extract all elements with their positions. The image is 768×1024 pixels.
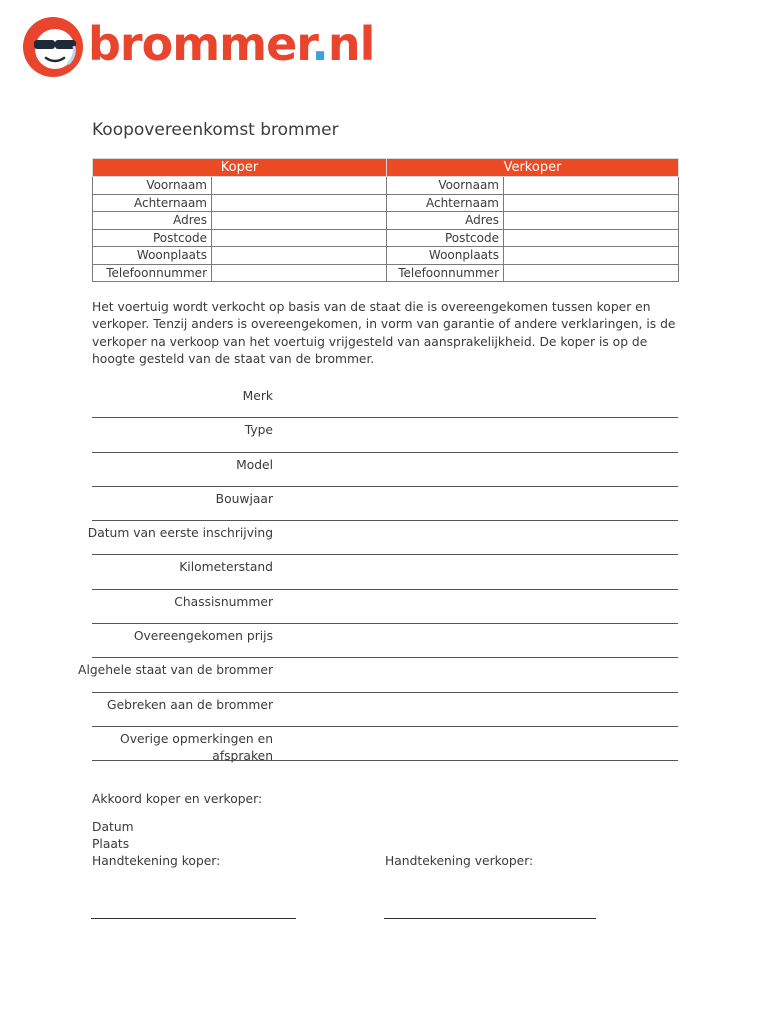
party-row — [93, 264, 679, 282]
helmet-icon — [22, 16, 84, 78]
vehicle-field-value[interactable] — [282, 523, 678, 551]
buyer-field-value[interactable] — [212, 194, 387, 212]
seller-field-value[interactable] — [504, 177, 679, 195]
vehicle-field-row — [78, 658, 678, 692]
vehicle-field-label: Merk — [242, 389, 273, 403]
buyer-field-label: Voornaam — [93, 177, 212, 195]
parties-table — [92, 158, 679, 282]
vehicle-field-label: Model — [236, 457, 273, 472]
vehicle-field-value[interactable] — [282, 660, 678, 688]
party-row — [93, 247, 679, 265]
seller-field-label: Achternaam — [387, 194, 504, 212]
vehicle-field-value[interactable] — [282, 489, 678, 517]
buyer-field-label: Adres — [93, 212, 212, 230]
seller-field-value[interactable] — [504, 264, 679, 282]
seller-field-label: Woonplaats — [387, 247, 504, 265]
buyer-signature-label: Handtekening koper: — [92, 854, 221, 868]
vehicle-field-value[interactable] — [282, 455, 678, 483]
party-row — [93, 194, 679, 212]
vehicle-field-label: Algehele staat van de brommer — [78, 663, 273, 678]
seller-field-label: Adres — [387, 212, 504, 230]
date-label: Datum — [92, 820, 134, 834]
buyer-field-label: Postcode — [93, 229, 212, 247]
vehicle-field-label: Overeengekomen prijs — [133, 629, 273, 644]
vehicle-field-value[interactable] — [282, 557, 678, 585]
seller-field-label: Postcode — [387, 229, 504, 247]
vehicle-field-row — [92, 624, 678, 658]
vehicle-field-value[interactable] — [282, 592, 678, 620]
vehicle-field-value[interactable] — [282, 420, 678, 448]
vehicle-field-row — [92, 487, 678, 521]
logo-wordmark: brommer.nl — [88, 17, 375, 71]
place-label: Plaats — [92, 837, 130, 851]
party-row — [93, 212, 679, 230]
seller-field-value[interactable] — [504, 247, 679, 265]
vehicle-field-value[interactable] — [282, 695, 678, 723]
vehicle-field-label: Chassisnummer — [174, 594, 273, 609]
buyer-field-label: Woonplaats — [93, 247, 212, 265]
vehicle-field-row — [92, 555, 678, 589]
seller-field-label: Voornaam — [387, 177, 504, 195]
buyer-field-label: Telefoonnummer — [93, 264, 212, 282]
vehicle-field-row — [92, 693, 678, 727]
vehicle-field-row — [92, 590, 678, 624]
vehicle-field-value[interactable] — [282, 729, 678, 757]
vehicle-field-row — [92, 384, 678, 418]
seller-field-label: Telefoonnummer — [387, 264, 504, 282]
vehicle-field-label: Datum van eerste inschrijving — [87, 526, 273, 541]
seller-field-value[interactable] — [504, 229, 679, 247]
vehicle-field-row — [92, 727, 678, 761]
buyer-field-value[interactable] — [212, 212, 387, 230]
vehicle-fields — [78, 384, 678, 763]
vehicle-field-label: Type — [244, 423, 273, 438]
seller-field-value[interactable] — [504, 212, 679, 230]
agreement-heading: Akkoord koper en verkoper: — [92, 792, 263, 806]
vehicle-field-value[interactable] — [282, 626, 678, 654]
buyer-header: Koper — [93, 159, 387, 177]
vehicle-field-label: Gebreken aan de brommer — [107, 697, 273, 712]
vehicle-field-value[interactable] — [282, 386, 678, 414]
buyer-field-value[interactable] — [212, 177, 387, 195]
vehicle-field-label: Kilometerstand — [179, 560, 273, 575]
seller-signature-line[interactable] — [384, 918, 596, 919]
party-row — [93, 229, 679, 247]
vehicle-field-row — [92, 418, 678, 452]
party-row — [93, 177, 679, 195]
seller-field-value[interactable] — [504, 194, 679, 212]
buyer-field-value[interactable] — [212, 229, 387, 247]
vehicle-field-label: Overige opmerkingen en afspraken — [120, 731, 273, 763]
seller-header: Verkoper — [387, 159, 679, 177]
document-title: Koopovereenkomst brommer — [92, 120, 339, 140]
buyer-signature-line[interactable] — [91, 918, 296, 919]
buyer-field-value[interactable] — [212, 264, 387, 282]
vehicle-field-row — [87, 521, 678, 555]
intro-paragraph: Het voertuig wordt verkocht op basis van de staat die is overeengekomen tussen koper en verkoper. Tenzij anders is overeengekomen, in vorm van garantie of andere verklaringen, is de verkoper na verkoop van het voertuig vrijgesteld van aansprakelijkheid. De koper is op de hoogte gesteld van de staat van de brommer. — [92, 300, 676, 366]
vehicle-field-label: Bouwjaar — [215, 491, 273, 506]
buyer-field-label: Achternaam — [93, 194, 212, 212]
vehicle-field-row — [92, 453, 678, 487]
buyer-field-value[interactable] — [212, 247, 387, 265]
seller-signature-label: Handtekening verkoper: — [385, 854, 534, 868]
